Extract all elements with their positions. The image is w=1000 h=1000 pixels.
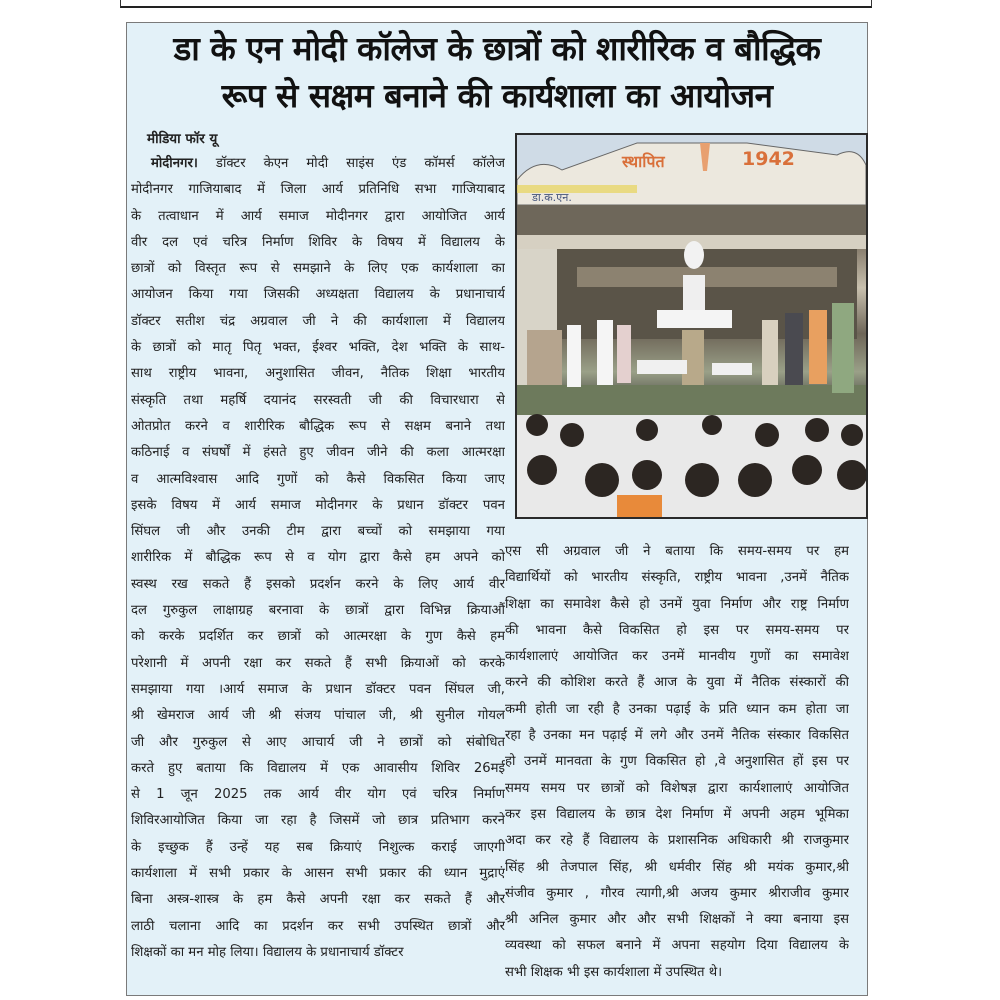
body-line: शिक्षा का समावेश कैसे हो उनमें युवा निर्माण और राष्ट्र निर्माण: [505, 596, 849, 612]
photo-podium: [527, 330, 562, 390]
body-line: [131, 782, 505, 808]
body-line: व्यवस्था को सफल बनाने में अपना सहयोग दिया विद्यालय के: [505, 938, 849, 954]
body-text: कार्यशाला में सभी प्रकार के आसन सभी प्रकार की ध्यान मुद्राएं: [131, 866, 505, 882]
headline-line-2: रूप से सक्षम बनाने की कार्यशाला का आयोजन: [221, 76, 773, 115]
body-line: विद्यार्थियों को भारतीय संस्कृति, राष्ट्रीय भावना ,उनमें नैतिक: [505, 570, 849, 586]
body-line: रहा है उनका मन पढ़ाई में लगे और उनमें नैतिक संस्कार विकसित: [505, 728, 849, 744]
body-text: श्री खेमराज आर्य जी श्री संजय पांचाल जी, श्री सुनील गोयल: [131, 708, 505, 724]
byline: मीडिया फॉर यू: [147, 131, 218, 147]
body-text: संस्कृति तथा महर्षि दयानंद सरस्वती जी की विचारधारा से: [131, 392, 505, 408]
body-text: के छात्रों को मातृ पितृ भक्त, ईश्वर भक्ति, देश भक्ति के साथ-: [131, 340, 505, 356]
photo-building-label: डा.क.एन.: [532, 191, 572, 204]
news-article: [126, 22, 868, 996]
body-line: [131, 835, 505, 861]
body-line: [131, 204, 505, 230]
body-text: के इच्छुक हैं उन्हें यह सब क्रियाएं निशुल्क कराई जाएगी: [131, 839, 505, 855]
body-line: हो उनमें मानवता के गुण विकसित हो ,वे अनुशासित हों इस पर: [505, 754, 849, 770]
body-line: [131, 914, 505, 940]
body-line: [131, 677, 505, 703]
photo-stage-floor: [517, 385, 866, 415]
body-line: सभी शिक्षक भी इस कार्यशाला में उपस्थित थे।: [505, 964, 723, 980]
body-text: को करके प्रदर्शित कर छात्रों को आत्मरक्षा के गुण कैसे हम: [131, 629, 505, 645]
photo-banner: [577, 267, 837, 287]
body-line: [131, 256, 505, 282]
photo-illustration: [517, 135, 866, 517]
body-line: करने की कोशिश करते हैं आज के युवा में नैतिक संस्कारों की: [505, 675, 849, 691]
body-text: मोदीनगर गाजियाबाद में जिला आर्य प्रतिनिधि सभा गाजियाबाद: [131, 182, 505, 198]
body-text: शिक्षकों का मन मोह लिया। विद्यालय के प्रधानाचार्य डॉक्टर: [131, 944, 404, 960]
body-line: [131, 545, 505, 571]
body-line: [131, 651, 505, 677]
body-text: ओतप्रोत करने व शारीरिक बौद्धिक रूप से सक्षम बनाने तथा: [131, 418, 505, 434]
photo-upper-windows: [517, 205, 866, 235]
body-line: [131, 703, 505, 729]
body-line: अदा कर रहे हैं विद्यालय के प्रशासनिक अधिकारी श्री राजकुमार: [505, 833, 849, 849]
body-text: शारीरिक में बौद्धिक रूप से व योग द्वारा कैसे हम अपने को: [131, 550, 505, 566]
body-text: व आत्मविश्वास आदि गुणों को कैसे विकसित किया जाए: [131, 471, 505, 487]
body-line: [131, 335, 505, 361]
body-line: संजीव कुमार , गौरव त्यागी,श्री अजय कुमार श्रीराजीव कुमार: [505, 885, 849, 901]
body-line: कर इस विद्यालय के छात्र देश निर्माण में अपनी अहम भूमिका: [505, 806, 849, 822]
body-line: [131, 861, 505, 887]
body-line: [131, 624, 505, 650]
body-line: [131, 361, 505, 387]
body-line: [131, 493, 505, 519]
body-text: डॉक्टर केएन मोदी साइंस एंड कॉमर्स कॉलेज: [197, 156, 505, 171]
body-text: सिंघल जी और उनकी टीम द्वारा बच्चों को समझाया गया: [131, 524, 505, 540]
top-rule: [120, 0, 872, 8]
body-text: कठिनाई व संघर्षों में हंसते हुए जीवन जीने की कला आत्मरक्षा: [131, 445, 505, 461]
body-line: [131, 756, 505, 782]
body-text: जी और गुरुकुल से आए आचार्य जी ने छात्रों को संबोधित: [131, 734, 505, 750]
body-line: [131, 230, 505, 256]
body-text: स्वस्थ रख सकते हैं इसको प्रदर्शन करने के लिए आर्य वीर: [131, 576, 505, 592]
body-line: [131, 282, 505, 308]
body-line: श्री अनिल कुमार और और सभी शिक्षकों ने क्या बनाया इस: [505, 912, 849, 928]
body-text: करते हुए बताया कि विद्यालय में एक आवासीय शिविर 26मई: [131, 760, 505, 776]
body-text: समझाया गया ।आर्य समाज के प्रधान डॉक्टर पवन सिंघल जी,: [131, 681, 505, 697]
body-line: समय समय पर छात्रों को विशेषज्ञ द्वारा कार्यशालाएं आयोजित: [505, 780, 849, 796]
body-line: [131, 440, 505, 466]
body-text: इसके विषय में आर्य समाज मोदीनगर के प्रधान डॉक्टर पवन: [131, 497, 505, 513]
body-line: [131, 572, 505, 598]
headline-line-1: डा के एन मोदी कॉलेज के छात्रों को शारीरिक व बौद्धिक: [173, 29, 821, 68]
body-text: परेशानी में अपनी रक्षा कर सकते हैं सभी क्रियाओं को करके: [131, 655, 505, 671]
body-line: [131, 177, 505, 203]
body-line: कार्यशालाएं आयोजित कर उनमें मानवीय गुणों का समावेश: [505, 649, 849, 665]
headline: [127, 25, 867, 119]
body-text: वीर दल एवं चरित्र निर्माण शिविर के विषय में विद्यालय के: [131, 234, 505, 250]
body-text: बिना अस्त्र-शास्त्र के हम कैसे अपनी रक्षा कर सकते हैं और: [131, 892, 505, 908]
body-text: आयोजन किया गया जिसकी अध्यक्षता विद्यालय के प्रधानाचार्य: [131, 287, 505, 303]
body-line: [131, 388, 505, 414]
body-column-right: [505, 539, 849, 986]
body-text: साथ राष्ट्रीय भावना, अनुशासित जीवन, नैतिक शिक्षा भारतीय: [131, 366, 505, 382]
dateline: मोदीनगर।: [151, 156, 198, 171]
body-text: डॉक्टर सतीश चंद्र अग्रवाल जी ने की कार्यशाला में विद्यालय: [131, 313, 505, 329]
body-line: [131, 151, 505, 177]
photo-audience: [517, 414, 866, 517]
body-text: शिविरआयोजित किया जा रहा है जिसमें जो छात्र प्रतिभाग करने: [131, 813, 505, 829]
body-line: [131, 887, 505, 913]
body-column-left: [131, 151, 505, 966]
body-line: [131, 467, 505, 493]
body-line: की भावना कैसे विकसित हो इस पर समय-समय पर: [505, 622, 849, 638]
photo-sign-text: स्थापित: [622, 152, 665, 171]
body-text: लाठी चलाना आदि का प्रदर्शन कर सभी उपस्थित छात्रों और: [131, 918, 505, 934]
body-line: एस सी अग्रवाल जी ने बताया कि समय-समय पर हम: [505, 544, 849, 559]
body-line: सिंह श्री तेजपाल सिंह, श्री धर्मवीर सिंह श्री मयंक कुमार,श्री: [505, 859, 849, 875]
body-line: [131, 730, 505, 756]
body-text: छात्रों को विस्तृत रूप से समझाने के लिए एक कार्यशाला का: [131, 261, 505, 277]
body-text: दल गुरुकुल लाक्षाग्रह बरनावा के छात्रों द्वारा विभिन्न क्रियाऔं: [131, 603, 505, 619]
body-line: [131, 940, 505, 966]
body-text: के तत्वाधान में आर्य समाज मोदीनगर द्वारा आयोजित आर्य: [131, 208, 505, 224]
body-line: [131, 598, 505, 624]
article-photo: [515, 133, 868, 519]
body-line: [131, 519, 505, 545]
body-line: [131, 414, 505, 440]
body-line: [131, 309, 505, 335]
photo-sign-year: 1942: [742, 148, 795, 170]
body-line: [131, 808, 505, 834]
body-text: से 1 जून 2025 तक आर्य वीर योग एवं चरित्र निर्माण: [131, 787, 505, 803]
body-line: कमी होती जा रही है उनका पढ़ाई के प्रति ध्यान कम होता जा: [505, 701, 849, 717]
